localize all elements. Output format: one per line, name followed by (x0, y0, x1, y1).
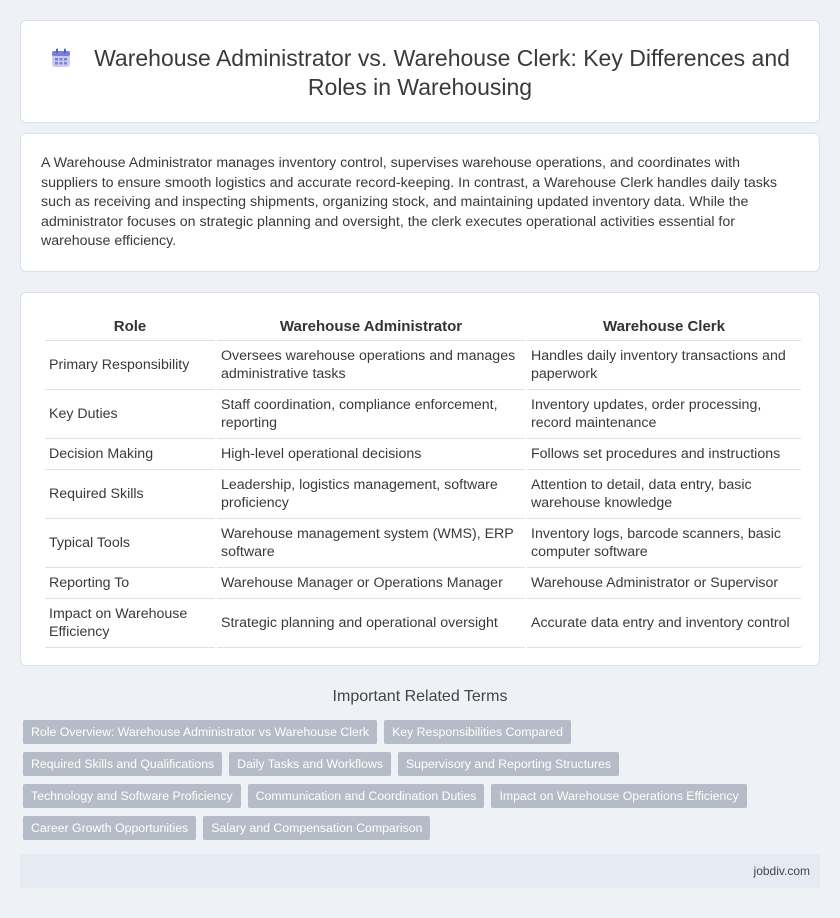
table-cell: Leadership, logistics management, software proficiency (217, 470, 525, 519)
footer (20, 854, 820, 888)
title-card (20, 20, 820, 123)
intro-paragraph: A Warehouse Administrator manages inventory control, supervises warehouse operations, and coordinates with suppliers to ensure smooth logistics and accurate record-keeping. In contrast, a Warehouse Clerk handles daily tasks such as receiving and inspecting shipments, organizing stock, and maintaining updated inventory data. While the administrator focuses on strategic planning and oversight, the clerk executes operational activities essential for warehouse efficiency. (41, 155, 778, 250)
page-title (21, 44, 819, 102)
related-term-tag[interactable]: Supervisory and Reporting Structures (398, 752, 619, 776)
table-cell: Oversees warehouse operations and manages administrative tasks (217, 341, 525, 390)
row-label: Typical Tools (45, 519, 215, 568)
comparison-table-card (20, 292, 820, 666)
column-header: Role (45, 313, 215, 341)
table-row (45, 519, 801, 568)
column-header: Warehouse Clerk (527, 313, 801, 341)
related-term-tag[interactable]: Daily Tasks and Workflows (229, 752, 391, 776)
related-term-tag[interactable]: Role Overview: Warehouse Administrator vs Warehouse Clerk (23, 720, 377, 744)
table-row (45, 390, 801, 439)
comparison-table (43, 313, 803, 648)
related-term-tag[interactable]: Technology and Software Proficiency (23, 784, 241, 808)
table-cell: Warehouse management system (WMS), ERP software (217, 519, 525, 568)
related-terms-heading: Important Related Terms (332, 688, 508, 705)
table-header-row (45, 313, 801, 341)
intro-card (20, 133, 820, 272)
related-term-tag[interactable]: Career Growth Opportunities (23, 816, 196, 840)
related-term-tag[interactable]: Impact on Warehouse Operations Efficiency (491, 784, 746, 808)
row-label: Primary Responsibility (45, 341, 215, 390)
table-cell: Attention to detail, data entry, basic warehouse knowledge (527, 470, 801, 519)
related-term-tag[interactable]: Key Responsibilities Compared (384, 720, 571, 744)
page-title-text: Warehouse Administrator vs. Warehouse Clerk: Key Differences and Roles in Warehousing (94, 45, 790, 100)
table-cell: Accurate data entry and inventory control (527, 599, 801, 648)
table-cell: Handles daily inventory transactions and paperwork (527, 341, 801, 390)
table-cell: Staff coordination, compliance enforcement, reporting (217, 390, 525, 439)
table-row (45, 568, 801, 599)
table-row (45, 599, 801, 648)
related-term-tag[interactable]: Required Skills and Qualifications (23, 752, 222, 776)
table-cell: Warehouse Manager or Operations Manager (217, 568, 525, 599)
table-row (45, 439, 801, 470)
table-cell: Strategic planning and operational oversight (217, 599, 525, 648)
row-label: Required Skills (45, 470, 215, 519)
table-cell: High-level operational decisions (217, 439, 525, 470)
row-label: Decision Making (45, 439, 215, 470)
row-label: Key Duties (45, 390, 215, 439)
row-label: Impact on Warehouse Efficiency (45, 599, 215, 648)
row-label: Reporting To (45, 568, 215, 599)
table-row (45, 470, 801, 519)
related-terms-list (23, 720, 783, 848)
footer-site-link[interactable]: jobdiv.com (753, 864, 810, 878)
related-term-tag[interactable]: Communication and Coordination Duties (248, 784, 485, 808)
table-cell: Warehouse Administrator or Supervisor (527, 568, 801, 599)
table-cell: Follows set procedures and instructions (527, 439, 801, 470)
related-term-tag[interactable]: Salary and Compensation Comparison (203, 816, 430, 840)
column-header: Warehouse Administrator (217, 313, 525, 341)
calendar-icon (50, 47, 72, 69)
table-cell: Inventory logs, barcode scanners, basic computer software (527, 519, 801, 568)
table-row (45, 341, 801, 390)
table-cell: Inventory updates, order processing, record maintenance (527, 390, 801, 439)
